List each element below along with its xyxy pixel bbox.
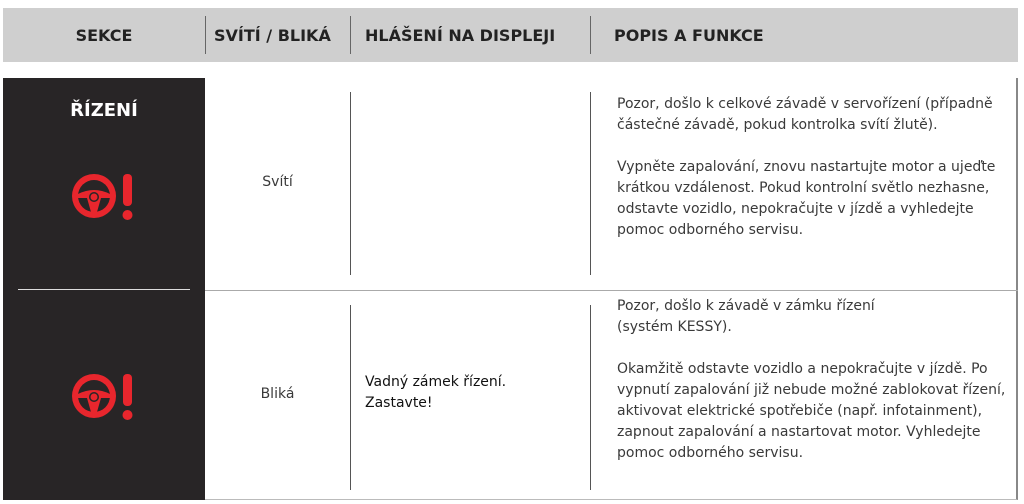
steering-wheel-warning-icon xyxy=(69,368,143,424)
description-paragraph: Okamžitě odstavte vozidlo a nepokračujte v jízdě. Po vypnutí zapalování již nebude možné zablokovat řízení, aktivovat elektrické spotřebiče (např. infotainment), zapnout zapalování a nastartovat motor. Vyhledejte pomoc odborného servisu. xyxy=(617,361,1006,461)
section-column xyxy=(3,78,205,500)
section-divider xyxy=(18,289,190,290)
table-body xyxy=(3,78,1018,500)
column-divider xyxy=(350,92,351,275)
header-popis: POPIS A FUNKCE xyxy=(614,25,764,45)
table-header xyxy=(3,8,1018,62)
state-sviti: Svítí xyxy=(262,174,293,190)
state-blika: Bliká xyxy=(260,386,295,402)
description-row1 xyxy=(617,94,1017,262)
row-divider xyxy=(205,290,1018,291)
column-divider xyxy=(590,92,591,275)
description-paragraph: Pozor, došlo k závadě v zámku řízení (systém KESSY). xyxy=(617,298,875,335)
display-message-line: Zastavte! xyxy=(365,395,433,411)
column-divider xyxy=(350,305,351,490)
description-row2 xyxy=(617,296,1012,485)
description-paragraph: Pozor, došlo k celkové závadě v servořízení (případně částečné závadě, pokud kontrolka svítí žlutě). xyxy=(617,96,993,133)
column-divider xyxy=(590,305,591,490)
description-paragraph: Vypněte zapalování, znovu nastartujte motor a ujeďte krátkou vzdálenost. Pokud kontrolní světlo nezhasne, odstavte vozidlo, nepokračujte v jízdě a vyhledejte pomoc odborného servisu. xyxy=(617,159,996,238)
steering-wheel-warning-icon xyxy=(69,168,143,224)
header-divider xyxy=(350,16,351,54)
header-divider xyxy=(205,16,206,54)
header-hlaseni: HLÁŠENÍ NA DISPLEJI xyxy=(365,25,556,45)
header-sviti-blika: SVÍTÍ / BLIKÁ xyxy=(214,25,331,45)
section-title: ŘÍZENÍ xyxy=(70,100,138,121)
display-message-line: Vadný zámek řízení. xyxy=(365,374,507,390)
header-sekce: SEKCE xyxy=(75,25,133,45)
display-message xyxy=(365,372,506,414)
header-divider xyxy=(590,16,591,54)
